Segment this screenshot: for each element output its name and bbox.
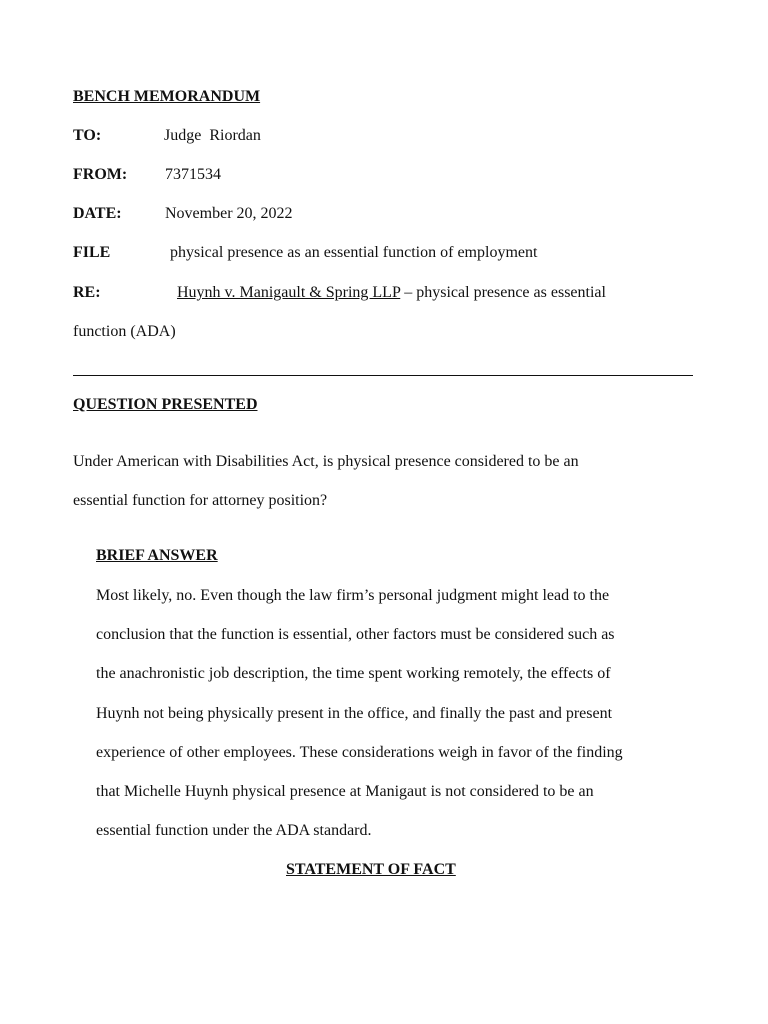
re-subject: – physical presence as essential — [400, 284, 606, 301]
question-line: essential function for attorney position? — [73, 492, 328, 509]
brief-answer-line: Huynh not being physically present in the office, and finally the past and present — [96, 705, 613, 722]
re-case-name: Huynh v. Manigault & Spring LLP — [177, 284, 401, 301]
question-line: Under American with Disabilities Act, is physical presence considered to be an — [73, 453, 579, 470]
from-label: FROM: — [73, 166, 128, 183]
brief-answer-line: experience of other employees. These considerations weigh in favor of the finding — [96, 744, 623, 761]
brief-answer-line: that Michelle Huynh physical presence at Manigaut is not considered to be an — [96, 783, 594, 800]
to-label: TO: — [73, 127, 102, 144]
brief-answer-heading: BRIEF ANSWER — [96, 547, 218, 564]
file-label: FILE — [73, 244, 111, 261]
re-value — [177, 283, 606, 303]
re-label: RE: — [73, 284, 101, 301]
brief-answer-line: Most likely, no. Even though the law firm’s personal judgment might lead to the — [96, 587, 610, 604]
header-divider — [73, 375, 693, 376]
file-value: physical presence as an essential function of employment — [170, 244, 538, 261]
re-continued: function (ADA) — [73, 323, 176, 340]
date-value: November 20, 2022 — [165, 205, 293, 222]
memo-title: BENCH MEMORANDUM — [73, 88, 261, 105]
brief-answer-line: the anachronistic job description, the time spent working remotely, the effects of — [96, 665, 611, 682]
brief-answer-line: conclusion that the function is essential, other factors must be considered such as — [96, 626, 615, 643]
brief-answer-line: essential function under the ADA standard. — [96, 822, 372, 839]
statement-of-fact-heading: STATEMENT OF FACT — [286, 861, 456, 878]
date-label: DATE: — [73, 205, 122, 222]
to-value: Judge Riordan — [164, 127, 261, 144]
from-value: 7371534 — [165, 166, 221, 183]
question-presented-heading: QUESTION PRESENTED — [73, 396, 258, 413]
